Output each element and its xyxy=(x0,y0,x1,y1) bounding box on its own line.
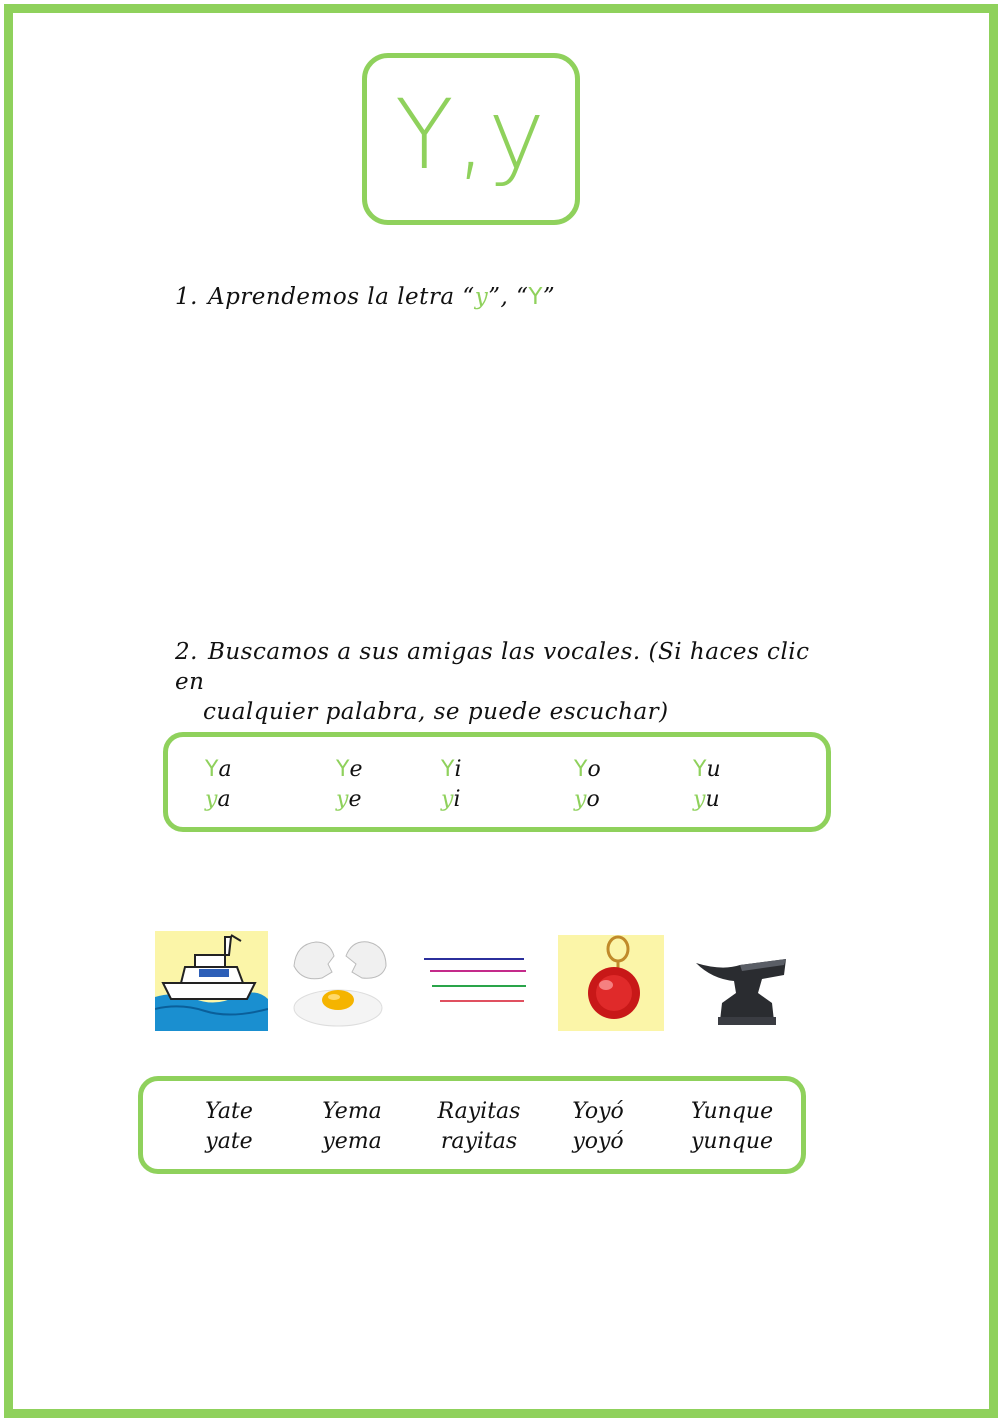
syllable-cap: Y xyxy=(441,757,455,782)
word-rayitas[interactable] xyxy=(424,1097,534,1157)
syllable-yo[interactable] xyxy=(574,755,601,815)
word-upper: Yoyó xyxy=(572,1099,624,1124)
syllable-rest: a xyxy=(218,757,232,782)
instruction-1-letter-upper: Y xyxy=(528,284,543,310)
yoyo-picture[interactable] xyxy=(558,935,664,1031)
instruction-1-separator: ”, “ xyxy=(488,284,529,310)
syllable-low: y xyxy=(574,787,587,812)
syllable-low: y xyxy=(336,787,349,812)
instruction-1-letter-lower: y xyxy=(474,284,489,310)
word-lower: rayitas xyxy=(440,1129,518,1154)
word-upper: Yema xyxy=(322,1099,382,1124)
word-yate[interactable] xyxy=(174,1097,284,1157)
syllable-yi[interactable] xyxy=(441,755,462,815)
egg-yolk-picture[interactable] xyxy=(290,936,390,1031)
syllable-low: y xyxy=(205,787,218,812)
yacht-picture[interactable] xyxy=(155,931,268,1031)
syllable-rest: o xyxy=(586,787,600,812)
syllables-box xyxy=(163,732,831,832)
syllable-rest: e xyxy=(348,787,362,812)
syllable-ye[interactable] xyxy=(336,755,362,815)
syllable-cap: Y xyxy=(693,757,707,782)
word-lower: yoyó xyxy=(572,1129,624,1154)
syllable-cap: Y xyxy=(205,757,219,782)
syllable-yu[interactable] xyxy=(693,755,721,815)
syllable-cap: Y xyxy=(336,757,350,782)
anvil-picture[interactable] xyxy=(692,945,792,1029)
syllable-rest: a xyxy=(217,787,231,812)
word-yunque[interactable] xyxy=(677,1097,787,1157)
syllable-low: y xyxy=(441,787,454,812)
instruction-1-close-quote: ” xyxy=(542,284,556,310)
instruction-2 xyxy=(175,637,835,727)
syllable-rest: i xyxy=(453,787,461,812)
word-upper: Yate xyxy=(205,1099,253,1124)
title-box xyxy=(362,53,580,225)
word-lower: yema xyxy=(322,1129,382,1154)
word-upper: Rayitas xyxy=(437,1099,521,1124)
instruction-2-line1: Buscamos a sus amigas las vocales. (Si haces clic en xyxy=(175,639,810,695)
syllable-rest: o xyxy=(587,757,601,782)
syllable-low: y xyxy=(693,787,706,812)
word-lower: yunque xyxy=(690,1129,774,1154)
instruction-1 xyxy=(175,284,555,310)
syllable-ya[interactable] xyxy=(205,755,232,815)
syllable-rest: u xyxy=(705,787,720,812)
syllable-rest: i xyxy=(454,757,462,782)
syllable-rest: u xyxy=(706,757,721,782)
word-yoyo[interactable] xyxy=(543,1097,653,1157)
syllable-rest: e xyxy=(349,757,363,782)
instruction-1-text: Aprendemos la letra “ xyxy=(207,284,475,310)
instruction-2-line2: cualquier palabra, se puede escuchar) xyxy=(203,699,669,725)
instruction-1-number: 1. xyxy=(175,284,198,310)
page-title: Y,y xyxy=(395,79,547,191)
word-lower: yate xyxy=(205,1129,253,1154)
instruction-2-number: 2. xyxy=(175,639,198,665)
lines-picture[interactable] xyxy=(422,955,528,1005)
word-yema[interactable] xyxy=(297,1097,407,1157)
syllable-cap: Y xyxy=(574,757,588,782)
word-upper: Yunque xyxy=(690,1099,774,1124)
